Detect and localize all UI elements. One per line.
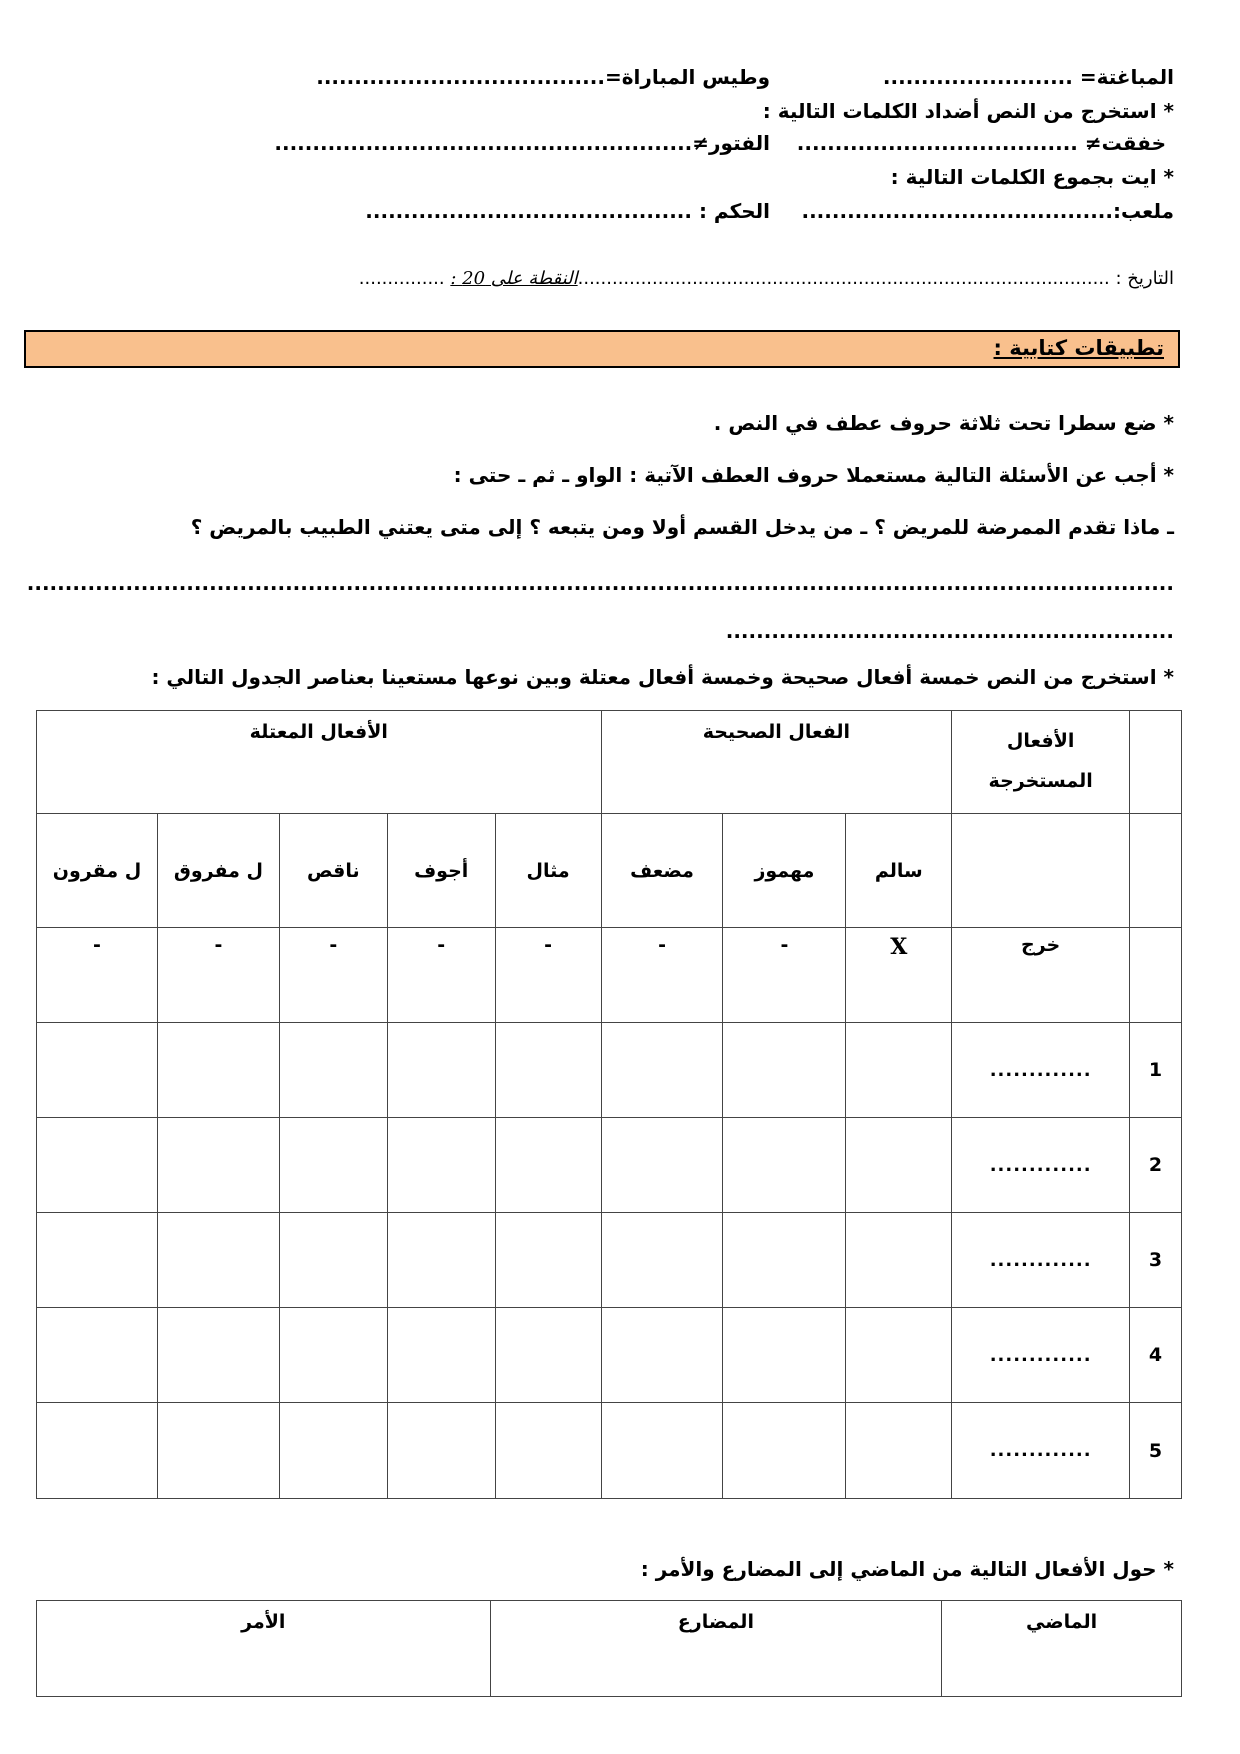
example-mark: - (157, 928, 279, 1023)
cell[interactable] (601, 1213, 723, 1308)
plural-hakam: الحكم : ........................................... (365, 199, 770, 223)
verb-input[interactable]: ............. (952, 1213, 1130, 1308)
cell[interactable] (601, 1118, 723, 1213)
header-weak-verbs: الأفعال المعتلة (37, 711, 602, 814)
cell[interactable] (723, 1213, 846, 1308)
table-row (37, 1308, 1182, 1403)
subheader-ajwaf: أجوف (387, 814, 495, 928)
conjugation-table (36, 1600, 1182, 1697)
question-answer-with-conjunctions: * أجب عن الأسئلة التالية مستعملا حروف العطف الآتية : الواو ـ ثم ـ حتى : (453, 463, 1174, 487)
cell[interactable] (723, 1403, 846, 1499)
cell[interactable] (846, 1213, 952, 1308)
example-mark: - (279, 928, 387, 1023)
header-sound-verbs: الفعال الصحيحة (601, 711, 952, 814)
cell[interactable] (846, 1118, 952, 1213)
num-header-cell (1130, 711, 1182, 814)
example-mark: X (846, 928, 952, 1023)
cell[interactable] (846, 1403, 952, 1499)
row-number: 3 (1130, 1213, 1182, 1308)
question-plurals: * ايت بجموع الكلمات التالية : (890, 165, 1174, 189)
answer-line-2: ........................................................... (725, 619, 1174, 643)
example-verb: خرج (952, 928, 1130, 1023)
subheader-lafif-mafruq: ل مفروق (157, 814, 279, 928)
subheader-mahmuz: مهموز (723, 814, 846, 928)
cell[interactable] (723, 1308, 846, 1403)
row-number: 5 (1130, 1403, 1182, 1499)
cell[interactable] (279, 1023, 387, 1118)
subheader-mudaaf: مضعف (601, 814, 723, 928)
verb-input[interactable]: ............. (952, 1403, 1130, 1499)
example-row (37, 928, 1182, 1023)
synonym-watis: وطيس المباراة=...................................... (316, 65, 770, 89)
subheader-salim: سالم (846, 814, 952, 928)
antonym-khafaqat: خفقت≠ ..................................... (796, 131, 1166, 155)
table-row (37, 1118, 1182, 1213)
banner-title: تطبيقات كتابية : (993, 336, 1164, 360)
cell[interactable] (495, 1023, 601, 1118)
cell[interactable] (37, 1213, 158, 1308)
cell[interactable] (601, 1308, 723, 1403)
question-extract-verbs: * استخرج من النص خمسة أفعال صحيحة وخمسة أفعال معتلة وبين نوعها مستعينا بعناصر الجدول التالي : (151, 665, 1174, 689)
table-row (37, 1403, 1182, 1499)
table-row (37, 1023, 1182, 1118)
cell[interactable] (279, 1403, 387, 1499)
grade-dots: ............... (358, 268, 451, 289)
grade-note: النقطة على 20 : (450, 268, 578, 289)
cell[interactable] (279, 1308, 387, 1403)
example-mark: - (601, 928, 723, 1023)
subheader-naqis: ناقص (279, 814, 387, 928)
subheader-mithal: مثال (495, 814, 601, 928)
verb-input[interactable]: ............. (952, 1118, 1130, 1213)
question-underline-conjunctions: * ضع سطرا تحت ثلاثة حروف عطف في النص . (713, 411, 1174, 435)
section-banner (24, 330, 1180, 368)
answer-line-1: ....................................................................................................................................................... (26, 571, 1174, 595)
cell[interactable] (37, 1403, 158, 1499)
date-line (359, 266, 1174, 292)
cell[interactable] (387, 1118, 495, 1213)
cell[interactable] (723, 1023, 846, 1118)
example-mark: - (495, 928, 601, 1023)
empty-cell (1130, 928, 1182, 1023)
verb-classification-table (36, 710, 1182, 1499)
cell[interactable] (601, 1023, 723, 1118)
date-label: التاريخ : ............................................................................................. (577, 268, 1174, 289)
subheader-lafif-maqrun: ل مقرون (37, 814, 158, 928)
cell[interactable] (723, 1118, 846, 1213)
plural-malab: ملعب:......................................... (801, 199, 1174, 223)
verb-input[interactable]: ............. (952, 1023, 1130, 1118)
cell[interactable] (157, 1403, 279, 1499)
example-mark: - (723, 928, 846, 1023)
header-present: المضارع (490, 1601, 942, 1697)
cell[interactable] (495, 1213, 601, 1308)
row-number: 4 (1130, 1308, 1182, 1403)
cell[interactable] (387, 1023, 495, 1118)
cell[interactable] (157, 1023, 279, 1118)
cell[interactable] (601, 1403, 723, 1499)
row-number: 2 (1130, 1118, 1182, 1213)
cell[interactable] (387, 1213, 495, 1308)
question-antonyms: * استخرج من النص أضداد الكلمات التالية : (762, 99, 1174, 123)
cell[interactable] (157, 1308, 279, 1403)
cell[interactable] (157, 1118, 279, 1213)
header-past: الماضي (942, 1601, 1182, 1697)
cell[interactable] (846, 1023, 952, 1118)
verb-input[interactable]: ............. (952, 1308, 1130, 1403)
example-mark: - (37, 928, 158, 1023)
cell[interactable] (37, 1023, 158, 1118)
cell[interactable] (495, 1308, 601, 1403)
cell[interactable] (495, 1403, 601, 1499)
header-imperative: الأمر (37, 1601, 491, 1697)
row-number: 1 (1130, 1023, 1182, 1118)
cell[interactable] (37, 1308, 158, 1403)
question-list: ـ ماذا تقدم الممرضة للمريض ؟ ـ من يدخل القسم أولا ومن يتبعه ؟ إلى متى يعتني الطبيب بالمريض ؟ (190, 515, 1174, 539)
cell[interactable] (157, 1213, 279, 1308)
table-row (37, 1213, 1182, 1308)
cell[interactable] (387, 1403, 495, 1499)
empty-cell (952, 814, 1130, 928)
example-mark: - (387, 928, 495, 1023)
cell[interactable] (279, 1118, 387, 1213)
synonym-mubaghata: المباغتة= ......................... (882, 65, 1174, 89)
cell[interactable] (37, 1118, 158, 1213)
cell[interactable] (846, 1308, 952, 1403)
header-extracted-verbs: الأفعال المستخرجة (952, 711, 1130, 814)
question-conjugate: * حول الأفعال التالية من الماضي إلى المضارع والأمر : (640, 1557, 1174, 1581)
antonym-futur: الفتور≠....................................................... (274, 131, 770, 155)
cell[interactable] (387, 1308, 495, 1403)
cell[interactable] (495, 1118, 601, 1213)
empty-cell (1130, 814, 1182, 928)
cell[interactable] (279, 1213, 387, 1308)
